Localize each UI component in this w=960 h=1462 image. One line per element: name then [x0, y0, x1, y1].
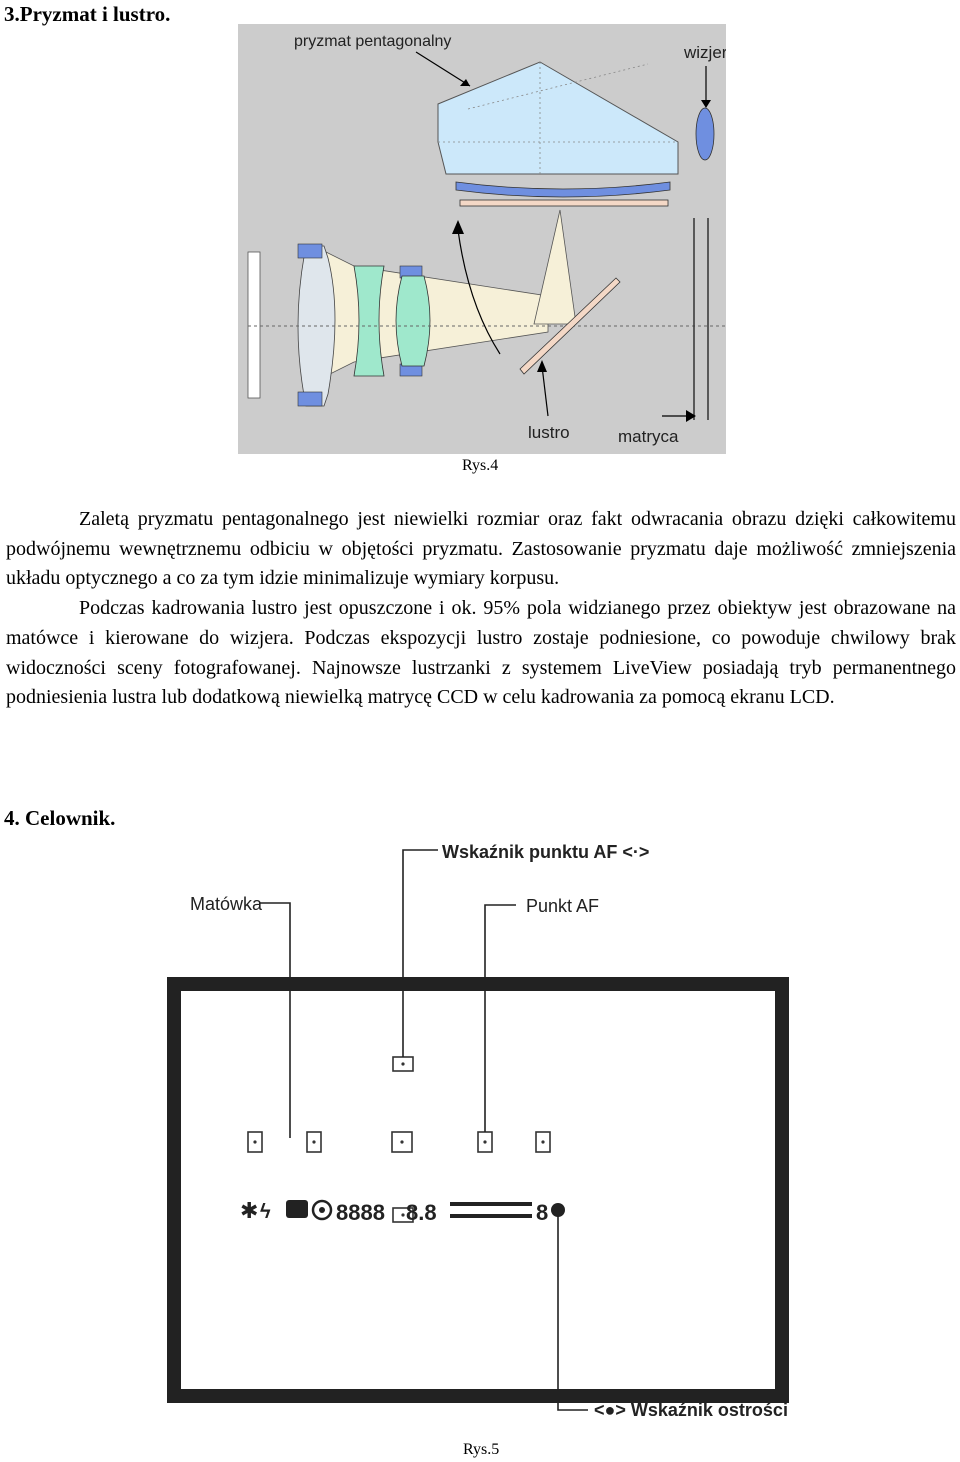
label-focus-indicator: <●> Wskaźnik ostrości: [594, 1400, 788, 1420]
caption-rys4: Rys.4: [462, 457, 499, 474]
icon-bracket: [286, 1200, 308, 1218]
paragraph-1: Zaletą pryzmatu pentagonalnego jest niewielki rozmiar oraz fakt odwracania obrazu dzięki całkowitemu podwójnemu wewnętrznemu odbiciu w objętości pryzmatu. Zastosowanie pryzmatu daje możliwość zmniejszenia układu optycznego a co za tym idzie minimalizuje wymiary korpusu.: [6, 508, 956, 590]
focus-indicator-leader: [558, 1214, 588, 1410]
display-digits: 8888: [336, 1200, 385, 1225]
label-af-point: Punkt AF: [526, 896, 600, 916]
label-af-indicator: Wskaźnik punktu AF <·>: [442, 842, 650, 862]
icon-flash: ϟ: [260, 1201, 271, 1223]
focus-indicator-dot: [551, 1203, 565, 1217]
rear-lens-green: [396, 276, 430, 366]
af-points: [248, 1057, 550, 1222]
af-point-leader: [485, 905, 516, 1132]
exposure-scale-bottom: [450, 1214, 532, 1218]
focusing-screen-plate: [460, 200, 668, 206]
screen-leader: [260, 903, 290, 1138]
viewfinder-diagram: [160, 830, 800, 1430]
icon-eye-pupil: [319, 1207, 325, 1213]
lens-mount: [248, 252, 260, 398]
eyepiece-lens: [696, 108, 714, 160]
exposure-scale-top: [450, 1202, 532, 1206]
label-mirror: lustro: [528, 423, 570, 442]
label-prism: pryzmat pentagonalny: [294, 33, 452, 50]
section4-heading: 4. Celownik.: [4, 806, 116, 830]
figure-rys5: [160, 830, 800, 1430]
display-value: 8.8: [406, 1200, 437, 1225]
section3-heading: 3.Pryzmat i lustro.: [4, 2, 171, 26]
af-indicator-leader: [403, 850, 438, 1057]
front-lens-edge-top: [298, 244, 322, 258]
section3-text: [6, 505, 956, 713]
display-frames: 8: [536, 1200, 549, 1225]
label-screen: Matówka: [190, 894, 263, 914]
optical-diagram: [238, 24, 726, 454]
icon-asterisk: ✱: [240, 1198, 259, 1223]
front-lens-edge-bottom: [298, 392, 322, 406]
label-sensor: matryca: [618, 427, 679, 446]
paragraph-2: Podczas kadrowania lustro jest opuszczone i ok. 95% pola widzianego przez obiektyw jest obrazowane na matówce i kierowane do wizjera. Podczas ekspozycji lustro zostaje podniesione, co powoduje chwilowy brak widoczności sceny fotografowanej. Najnowsze lustrzanki z systemem LiveView posiadają tryb permanentnego podniesienia lustra lub dodatkową niewielką matrycę CCD w celu kadrowania za pomocą ekranu LCD.: [6, 597, 956, 709]
viewfinder-frame: [174, 984, 782, 1396]
label-viewfinder: wizjer: [684, 43, 726, 62]
figure-rys4: [238, 24, 726, 454]
caption-rys5: Rys.5: [463, 1441, 500, 1458]
